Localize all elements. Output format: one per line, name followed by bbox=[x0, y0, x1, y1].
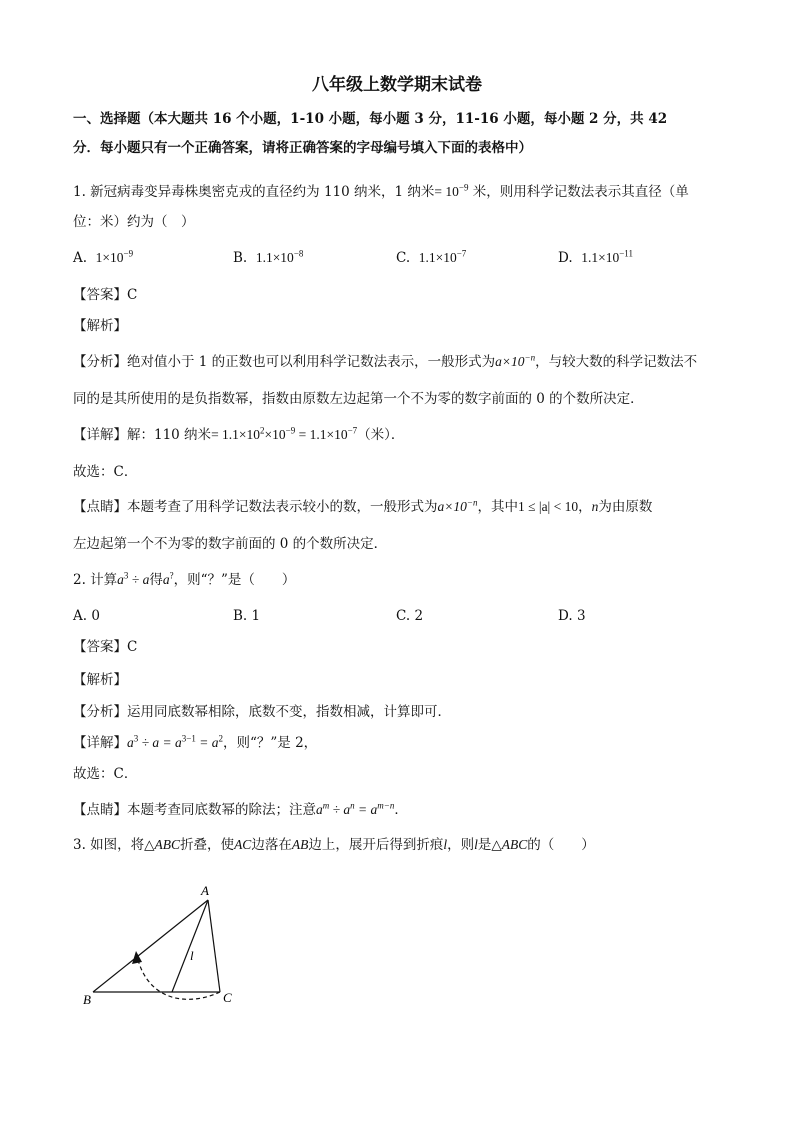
q3-stem: 3. 如图，将△ABC折叠，使AC边落在AB边上，展开后得到折痕l，则l是△ABC的（ ） bbox=[73, 837, 595, 853]
q2-option-b: B. 1 bbox=[233, 608, 261, 624]
q2-option-a: A. 0 bbox=[73, 608, 100, 624]
side-ac bbox=[208, 900, 220, 992]
q2-answer: 【答案】C bbox=[73, 639, 138, 655]
side-ab bbox=[93, 900, 208, 992]
q2-option-d: D. 3 bbox=[558, 608, 586, 624]
q3-triangle-figure bbox=[80, 878, 255, 1008]
fold-arc bbox=[137, 956, 220, 999]
q1-answer: 【答案】C bbox=[73, 287, 138, 303]
q1-xiangjie: 【详解】解：110 纳米= $1.1\times 10^2\times 10^{-9} = 1.1\times 10^{-7}$（米）． bbox=[73, 425, 405, 443]
q2-analysis-tag: 【解析】 bbox=[73, 672, 127, 688]
q1-option-c: C. $1.1\times 10^{-7}$ bbox=[396, 248, 467, 266]
q1-stem-text-a: 1. 新冠病毒变异毒株奥密克戎的直径约为 110 纳米，1 纳米 bbox=[73, 184, 435, 200]
q2-fenxi: 【分析】运用同底数幂相除，底数不变，指数相减，计算即可． bbox=[73, 704, 451, 720]
label-vertex-c: C bbox=[223, 990, 232, 1005]
q1-analysis-tag: 【解析】 bbox=[73, 318, 127, 334]
arrowhead-icon bbox=[132, 951, 142, 964]
page-title: 八年级上数学期末试卷 bbox=[312, 75, 482, 95]
q2-choose: 故选：C． bbox=[73, 766, 138, 782]
label-crease-l: l bbox=[190, 948, 194, 963]
q1-fenxi-line1: 【分析】绝对值小于 1 的正数也可以利用科学记数法表示，一般形式为$a\times 10^{-n}$，与较大数的科学记数法不 bbox=[73, 352, 698, 370]
section-heading-line2: 分．每小题只有一个正确答案，请将正确答案的字母编号填入下面的表格中） bbox=[73, 140, 532, 156]
section-heading-line1: 一、选择题（本大题共 16 个小题，1-10 小题，每小题 3 分，11-16 小题，每小题 2 分，共 42 bbox=[73, 111, 668, 127]
q1-choose: 故选：C． bbox=[73, 464, 138, 480]
q1-fenxi-line2: 同的是其所使用的是负指数幂，指数由原数左边起第一个不为零的数字前面的 0 的个数所决定． bbox=[73, 391, 644, 407]
q1-dianjing-line2: 左边起第一个不为零的数字前面的 0 的个数所决定． bbox=[73, 536, 388, 552]
q1-option-d: D. $1.1\times 10^{-11}$ bbox=[558, 248, 633, 266]
q2-xiangjie: 【详解】$a^3 \div a = a^{3-1} = a^2$，则“？”是 2， bbox=[73, 733, 318, 751]
q1-stem-text-b: 米，则用科学记数法表示其直径（单 bbox=[468, 184, 689, 200]
q1-stem-line2: 位：米）约为（ ） bbox=[73, 214, 195, 230]
q1-option-a: A. $1\times 10^{-9}$ bbox=[73, 248, 134, 266]
q1-dianjing-line1: 【点睛】本题考查了用科学记数法表示较小的数，一般形式为$a\times 10^{-n}$，其中1 ≤ |a| < 10，n为由原数 bbox=[73, 497, 653, 515]
q2-stem: 2. 计算$a^3 \div a$得a?，则“？”是（ ） bbox=[73, 570, 296, 588]
label-vertex-a: A bbox=[201, 883, 209, 898]
q1-stem-line1 bbox=[73, 183, 689, 201]
q2-dianjing: 【点睛】本题考查同底数幂的除法；注意$a^m \div a^n = a^{m-n}$． bbox=[73, 800, 408, 818]
q1-option-b: B. $1.1\times 10^{-8}$ bbox=[233, 248, 304, 266]
label-vertex-b: B bbox=[83, 992, 91, 1007]
q2-option-c: C. 2 bbox=[396, 608, 424, 624]
q1-stem-equation: = $10^{-9}$ bbox=[434, 182, 469, 199]
